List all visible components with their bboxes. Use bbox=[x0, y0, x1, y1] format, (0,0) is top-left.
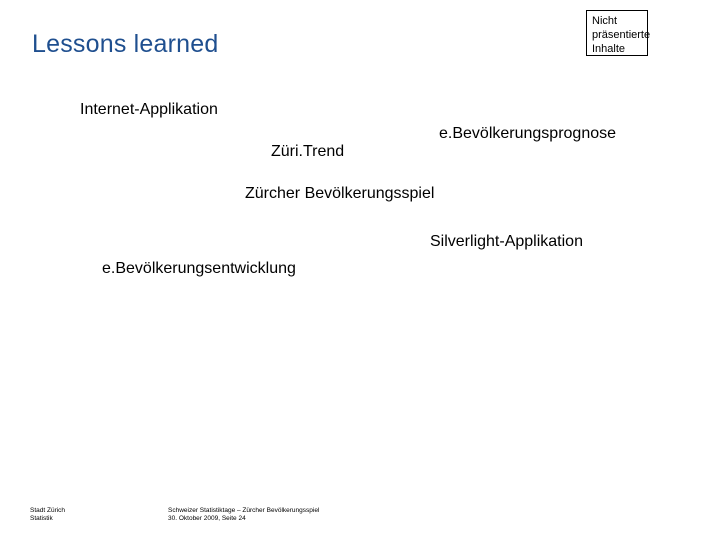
footer-org-line2: Statistik bbox=[30, 515, 53, 522]
slide-title: Lessons learned bbox=[32, 30, 219, 58]
note-box-line2: Inhalte bbox=[592, 43, 626, 55]
footer-event bbox=[168, 507, 319, 523]
footer-event-line1: Schweizer Statistiktage – Zürcher Bevölkerungsspiel bbox=[168, 507, 320, 514]
note-box-line1: Nicht präsentierte bbox=[592, 15, 651, 41]
term-zuercher-bevoelkerungsspiel: Zürcher Bevölkerungsspiel bbox=[245, 185, 435, 202]
term-zueri-trend: Züri.Trend bbox=[271, 143, 345, 160]
term-silverlight-applikation: Silverlight-Applikation bbox=[430, 233, 583, 250]
term-e-bevoelkerungsentwicklung: e.Bevölkerungsentwicklung bbox=[102, 260, 296, 277]
term-internet-applikation: Internet-Applikation bbox=[80, 101, 218, 118]
footer-organization bbox=[30, 507, 65, 523]
footer-org-line1: Stadt Zürich bbox=[30, 507, 66, 514]
term-e-bevoelkerungsprognose: e.Bevölkerungsprognose bbox=[439, 125, 617, 142]
note-box bbox=[586, 10, 651, 56]
footer-event-line2: 30. Oktober 2009, Seite 24 bbox=[168, 515, 246, 522]
